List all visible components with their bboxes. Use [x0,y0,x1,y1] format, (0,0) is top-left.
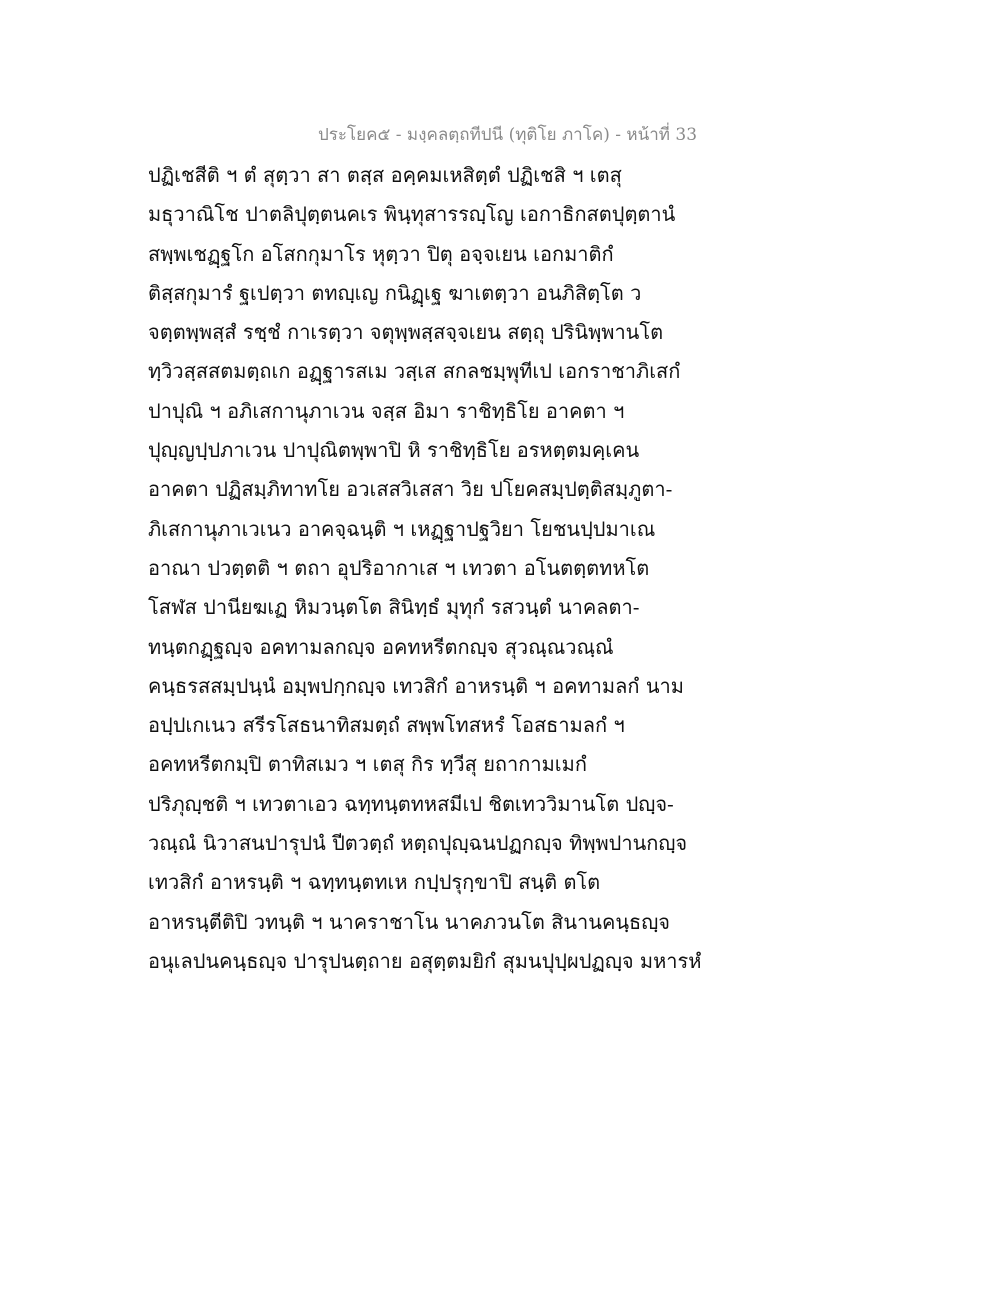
text-line: สพฺพเชฏฺฐโก อโสกกุมาโร หุตฺวา ปิตุ อจฺจเยน เอกมาติกํ [148,241,614,266]
text-line: ปฏิเชสีติ ฯ ตํ สุตฺวา สา ตสฺส อคฺคมเหสิตฺตํ ปฏิเชสิ ฯ เตสุ [148,163,622,187]
text-line: อาณา ปวตฺตติ ฯ ตถา อุปริอากาเส ฯ เทวตา อโนตตฺตทหโต [148,555,650,580]
running-header: ประโยค๕ - มงฺคลตฺถทีปนี (ทุติโย ภาโค) - หน้าที่ 33 [318,125,698,145]
text-line: ติสฺสกุมารํ ฐเปตฺวา ตทญฺเญ กนิฏฺเฐ ฆาเตตฺวา อนภิสิตฺโต ว [148,280,642,305]
text-line: อนุเลปนคนฺธญฺจ ปารุปนตฺถาย อสุตฺตมยิกํ สุมนปุปฺผปฏญฺจ มหารหํ [148,948,702,973]
text-line: เทวสิกํ อาหรนฺติ ฯ ฉทฺทนฺตทเห กปฺปรุกฺขาปิ สนฺติ ตโต [148,870,601,895]
text-line: อาคตา ปฏิสมฺภิทาทโย อวเสสวิเสสา วิย ปโยคสมฺปตฺติสมฺภูตา- [148,477,673,502]
text-line: ทนฺตกฏฺฐญฺจ อคทามลกญฺจ อคทหรีตกญฺจ สุวณฺณวณฺณํ [148,634,614,659]
text-line: คนฺธรสสมฺปนฺนํ อมฺพปกฺกญฺจ เทวสิกํ อาหรนฺติ ฯ อคทามลกํ นาม [148,673,684,698]
text-line: มธุวาณิโช ปาตลิปุตฺตนคเร พินฺทุสารรญฺโญ เอกาธิกสตปุตฺตานํ [148,202,676,227]
text-line: ปริภุญฺชติ ฯ เทวตาเอว ฉทฺทนฺตทหสมีเป ชิตเทววิมานโต ปญฺจ- [148,791,674,816]
text-line: ปุญฺญปฺปภาเวน ปาปุณิตพฺพาปิ หิ ราชิทฺธิโย อรหตฺตมคฺเคน [148,438,640,463]
text-line: โสฬส ปานียฆเฏ หิมวนฺตโต สินิทฺธํ มุทุกํ รสวนฺตํ นาคลตา- [148,595,640,620]
text-line: อาหรนฺตีติปิ วทนฺติ ฯ นาคราชาโน นาคภวนโต สินานคนฺธญฺจ [148,909,670,934]
text-line: ปาปุณิ ฯ อภิเสกานุภาเวน จสฺส อิมา ราชิทฺธิโย อาคตา ฯ [148,398,625,423]
text-line: ทฺวิวสฺสสตมตฺถเก อฏฺฐารสเม วสฺเส สกลชมฺพุทีเป เอกราชาภิเสกํ [148,359,681,384]
text-line: ภิเสกานุภาเวเนว อาคจฺฉนฺติ ฯ เหฏฺฐาปฐวิยา โยชนปฺปมาเณ [148,516,656,541]
text-line: วณฺณํ นิวาสนปารุปนํ ปีตวตฺถํ หตฺถปุญฺฉนปฏกญฺจ ทิพฺพปานกญฺจ [148,831,688,856]
text-line: อคทหรีตกมฺปิ ตาทิสเมว ฯ เตสุ กิร ทฺวีสุ ยถากามเมกํ [148,752,587,777]
text-line: อปฺปเกเนว สรีรโสธนาทิสมตฺถํ สพฺพโทสหรํ โอสธามลกํ ฯ [148,713,625,738]
text-line: จตฺตพฺพสฺสํ รชฺชํ กาเรตฺวา จตุพฺพสฺสจฺจเยน สตฺถุ ปรินิพฺพานโต [148,320,664,345]
body-text [148,156,728,981]
